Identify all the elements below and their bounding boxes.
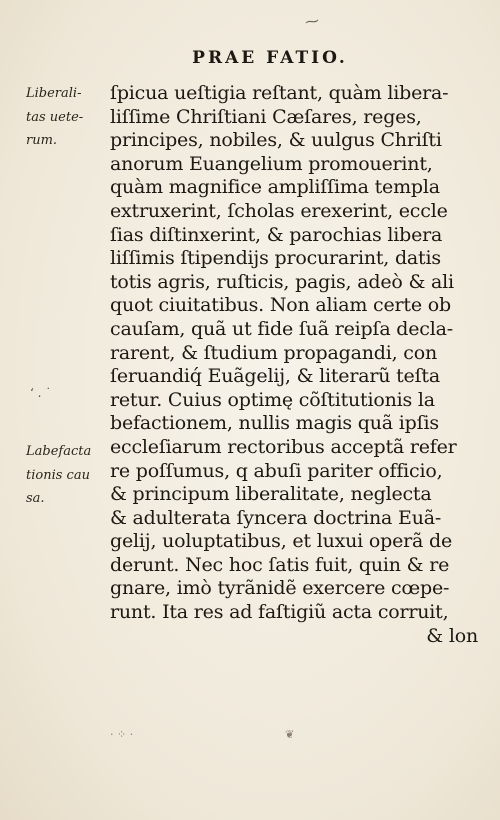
marginal-note-line: Liberali-	[26, 86, 82, 101]
marginal-note-liberalitas	[26, 82, 108, 153]
text-line: ſeruandiq́ Euãgelij, & literarũ teſta	[110, 365, 440, 388]
text-line: quot ciuitatibus. Non aliam certe ob	[110, 294, 451, 317]
printer-flourish: ⁓	[303, 13, 321, 31]
text-line: gelij, uoluptatibus, et luxui operã de	[110, 530, 452, 553]
ink-smudge: · ⁘ ·	[110, 728, 134, 741]
text-line: & principum liberalitate, neglecta	[110, 483, 432, 506]
text-line: cauſam, quã ut fide ſuã reipſa decla-	[110, 317, 453, 340]
text-line: retur. Cuius optimę cõſtitutionis la	[110, 388, 435, 411]
text-line: re poſſumus, q abuſi pariter officio,	[110, 459, 443, 482]
text-line: eccleſiarum rectoribus acceptã refer	[110, 435, 457, 458]
text-line: totis agris, ruſticis, pagis, adeò & ali	[110, 270, 454, 293]
marginal-note-labefactionis	[26, 440, 108, 511]
text-line: anorum Euangelium promouerint,	[110, 152, 433, 175]
marginal-note-line: Labefacta	[26, 444, 92, 459]
running-head: PRAE FATIO.	[192, 48, 348, 68]
text-line: principes, nobiles, & uulgus Chriſti	[110, 129, 442, 152]
ink-smudge: ❦	[285, 728, 295, 741]
marginal-note-line: sa.	[26, 491, 45, 506]
text-line: gnare, imò tyrãnidẽ exercere cœpe-	[110, 577, 450, 600]
marginal-note-line: rum.	[26, 133, 58, 148]
text-line: runt. Ita res ad faſtigiũ acta corruit,	[110, 601, 449, 624]
text-line: ſpicua ueſtigia reſtant, quàm libera-	[110, 82, 449, 104]
text-line: derunt. Nec hoc ſatis fuit, quin & re	[110, 553, 450, 576]
text-line: befactionem, nullis magis quã ipſis	[110, 412, 439, 435]
marginal-note-line: tas uete-	[26, 109, 84, 125]
marginal-mark: ‘ . ˙	[30, 386, 52, 400]
text-line: & adulterata ſyncera doctrina Euã-	[110, 506, 442, 529]
text-line: extruxerint, ſcholas erexerint, eccle	[110, 199, 448, 222]
body-text	[110, 82, 482, 648]
text-line: rarent, & ſtudium propagandi, con	[110, 341, 438, 364]
marginal-note-line: tionis cau	[26, 467, 90, 483]
catchword: & lon	[426, 624, 478, 647]
text-line: liſſimis ſtipendijs procurarint, datis	[110, 247, 441, 270]
text-line: liſſime Chriſtiani Cæſares, reges,	[110, 105, 422, 128]
text-line: ſias diſtinxerint, & parochias libera	[110, 223, 443, 246]
text-line: quàm magnifice ampliſſima templa	[110, 176, 440, 199]
